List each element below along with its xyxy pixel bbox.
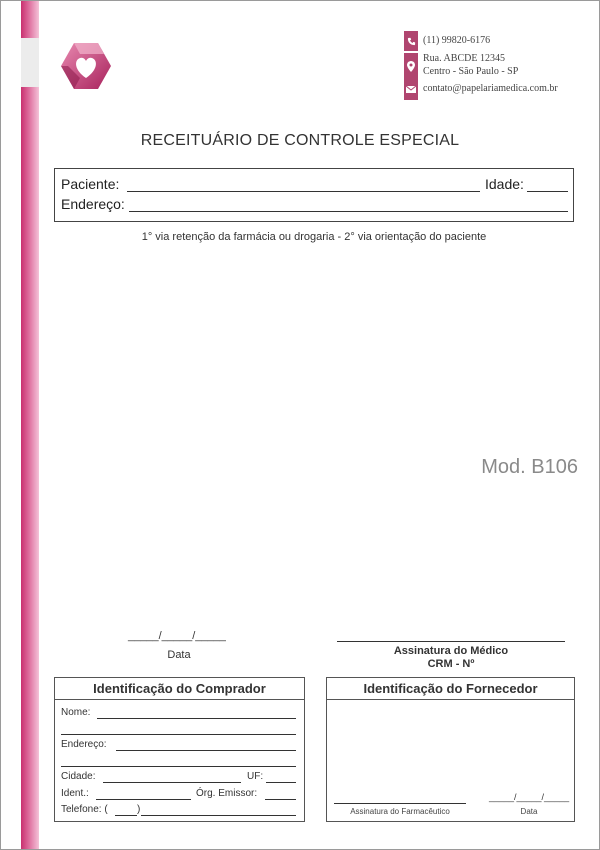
heart-hexagon-logo xyxy=(60,42,112,90)
email-text: contato@papelariamedica.com.br xyxy=(423,83,558,94)
buyer-name-label: Nome: xyxy=(61,707,91,718)
buyer-ident-label: Ident.: xyxy=(61,788,89,799)
page-title: RECEITUÁRIO DE CONTROLE ESPECIAL xyxy=(140,132,460,149)
buyer-address-field-2[interactable] xyxy=(61,766,296,767)
buyer-uf-field[interactable] xyxy=(266,782,296,783)
buyer-city-field[interactable] xyxy=(103,782,241,783)
buyer-phone-paren: ) xyxy=(137,804,141,815)
pharmacist-signature-line[interactable] xyxy=(334,803,466,804)
buyer-issuer-label: Órg. Emissor: xyxy=(196,788,258,799)
phone-text: (11) 99820-6176 xyxy=(423,35,491,46)
crm-label: CRM - Nº xyxy=(427,658,475,670)
supplier-date-label: Data xyxy=(520,807,538,816)
buyer-uf-label: UF: xyxy=(247,771,264,782)
patient-field[interactable] xyxy=(127,191,480,192)
buyer-box xyxy=(54,677,305,822)
doctor-signature-label: Assinatura do Médico xyxy=(393,645,509,657)
side-stripe xyxy=(21,1,39,849)
phone-icon xyxy=(404,31,418,51)
buyer-issuer-field[interactable] xyxy=(265,799,296,800)
age-field[interactable] xyxy=(527,191,568,192)
buyer-phone-label: Telefone: ( xyxy=(61,804,108,815)
doctor-signature-line[interactable] xyxy=(337,641,565,642)
supplier-date-field[interactable]: _____/_____/_____ xyxy=(489,792,570,802)
supplier-title: Identificação do Fornecedor xyxy=(327,678,574,700)
address-field[interactable] xyxy=(129,211,568,212)
date-field[interactable]: _____/_____/_____ xyxy=(128,630,226,642)
patient-label: Paciente: xyxy=(61,176,120,192)
address-line1: Rua. ABCDE 12345 xyxy=(423,53,505,64)
buyer-name-field-2[interactable] xyxy=(61,734,296,735)
buyer-address-field[interactable] xyxy=(116,750,296,751)
pharmacist-signature-label: Assinatura do Farmacêutico xyxy=(350,807,450,816)
buyer-phone-area-field[interactable] xyxy=(115,815,137,816)
buyer-ident-field[interactable] xyxy=(96,799,191,800)
buyer-title: Identificação do Comprador xyxy=(55,678,304,700)
buyer-phone-field[interactable] xyxy=(141,815,296,816)
age-label: Idade: xyxy=(485,176,524,192)
location-pin-icon xyxy=(404,53,418,79)
model-code: Mod. B106 xyxy=(481,456,578,478)
patient-box xyxy=(54,168,574,222)
envelope-icon xyxy=(404,79,418,100)
buyer-address-label: Endereço: xyxy=(61,739,107,750)
address-line2: Centro - São Paulo - SP xyxy=(423,66,519,77)
via-note: 1° via retenção da farmácia ou drogaria - 2° via orientação do paciente xyxy=(141,231,487,243)
buyer-city-label: Cidade: xyxy=(61,771,96,782)
address-label: Endereço: xyxy=(61,196,125,212)
date-label: Data xyxy=(167,649,191,661)
buyer-name-field[interactable] xyxy=(97,718,296,719)
supplier-box xyxy=(326,677,575,822)
side-tab xyxy=(21,38,39,87)
